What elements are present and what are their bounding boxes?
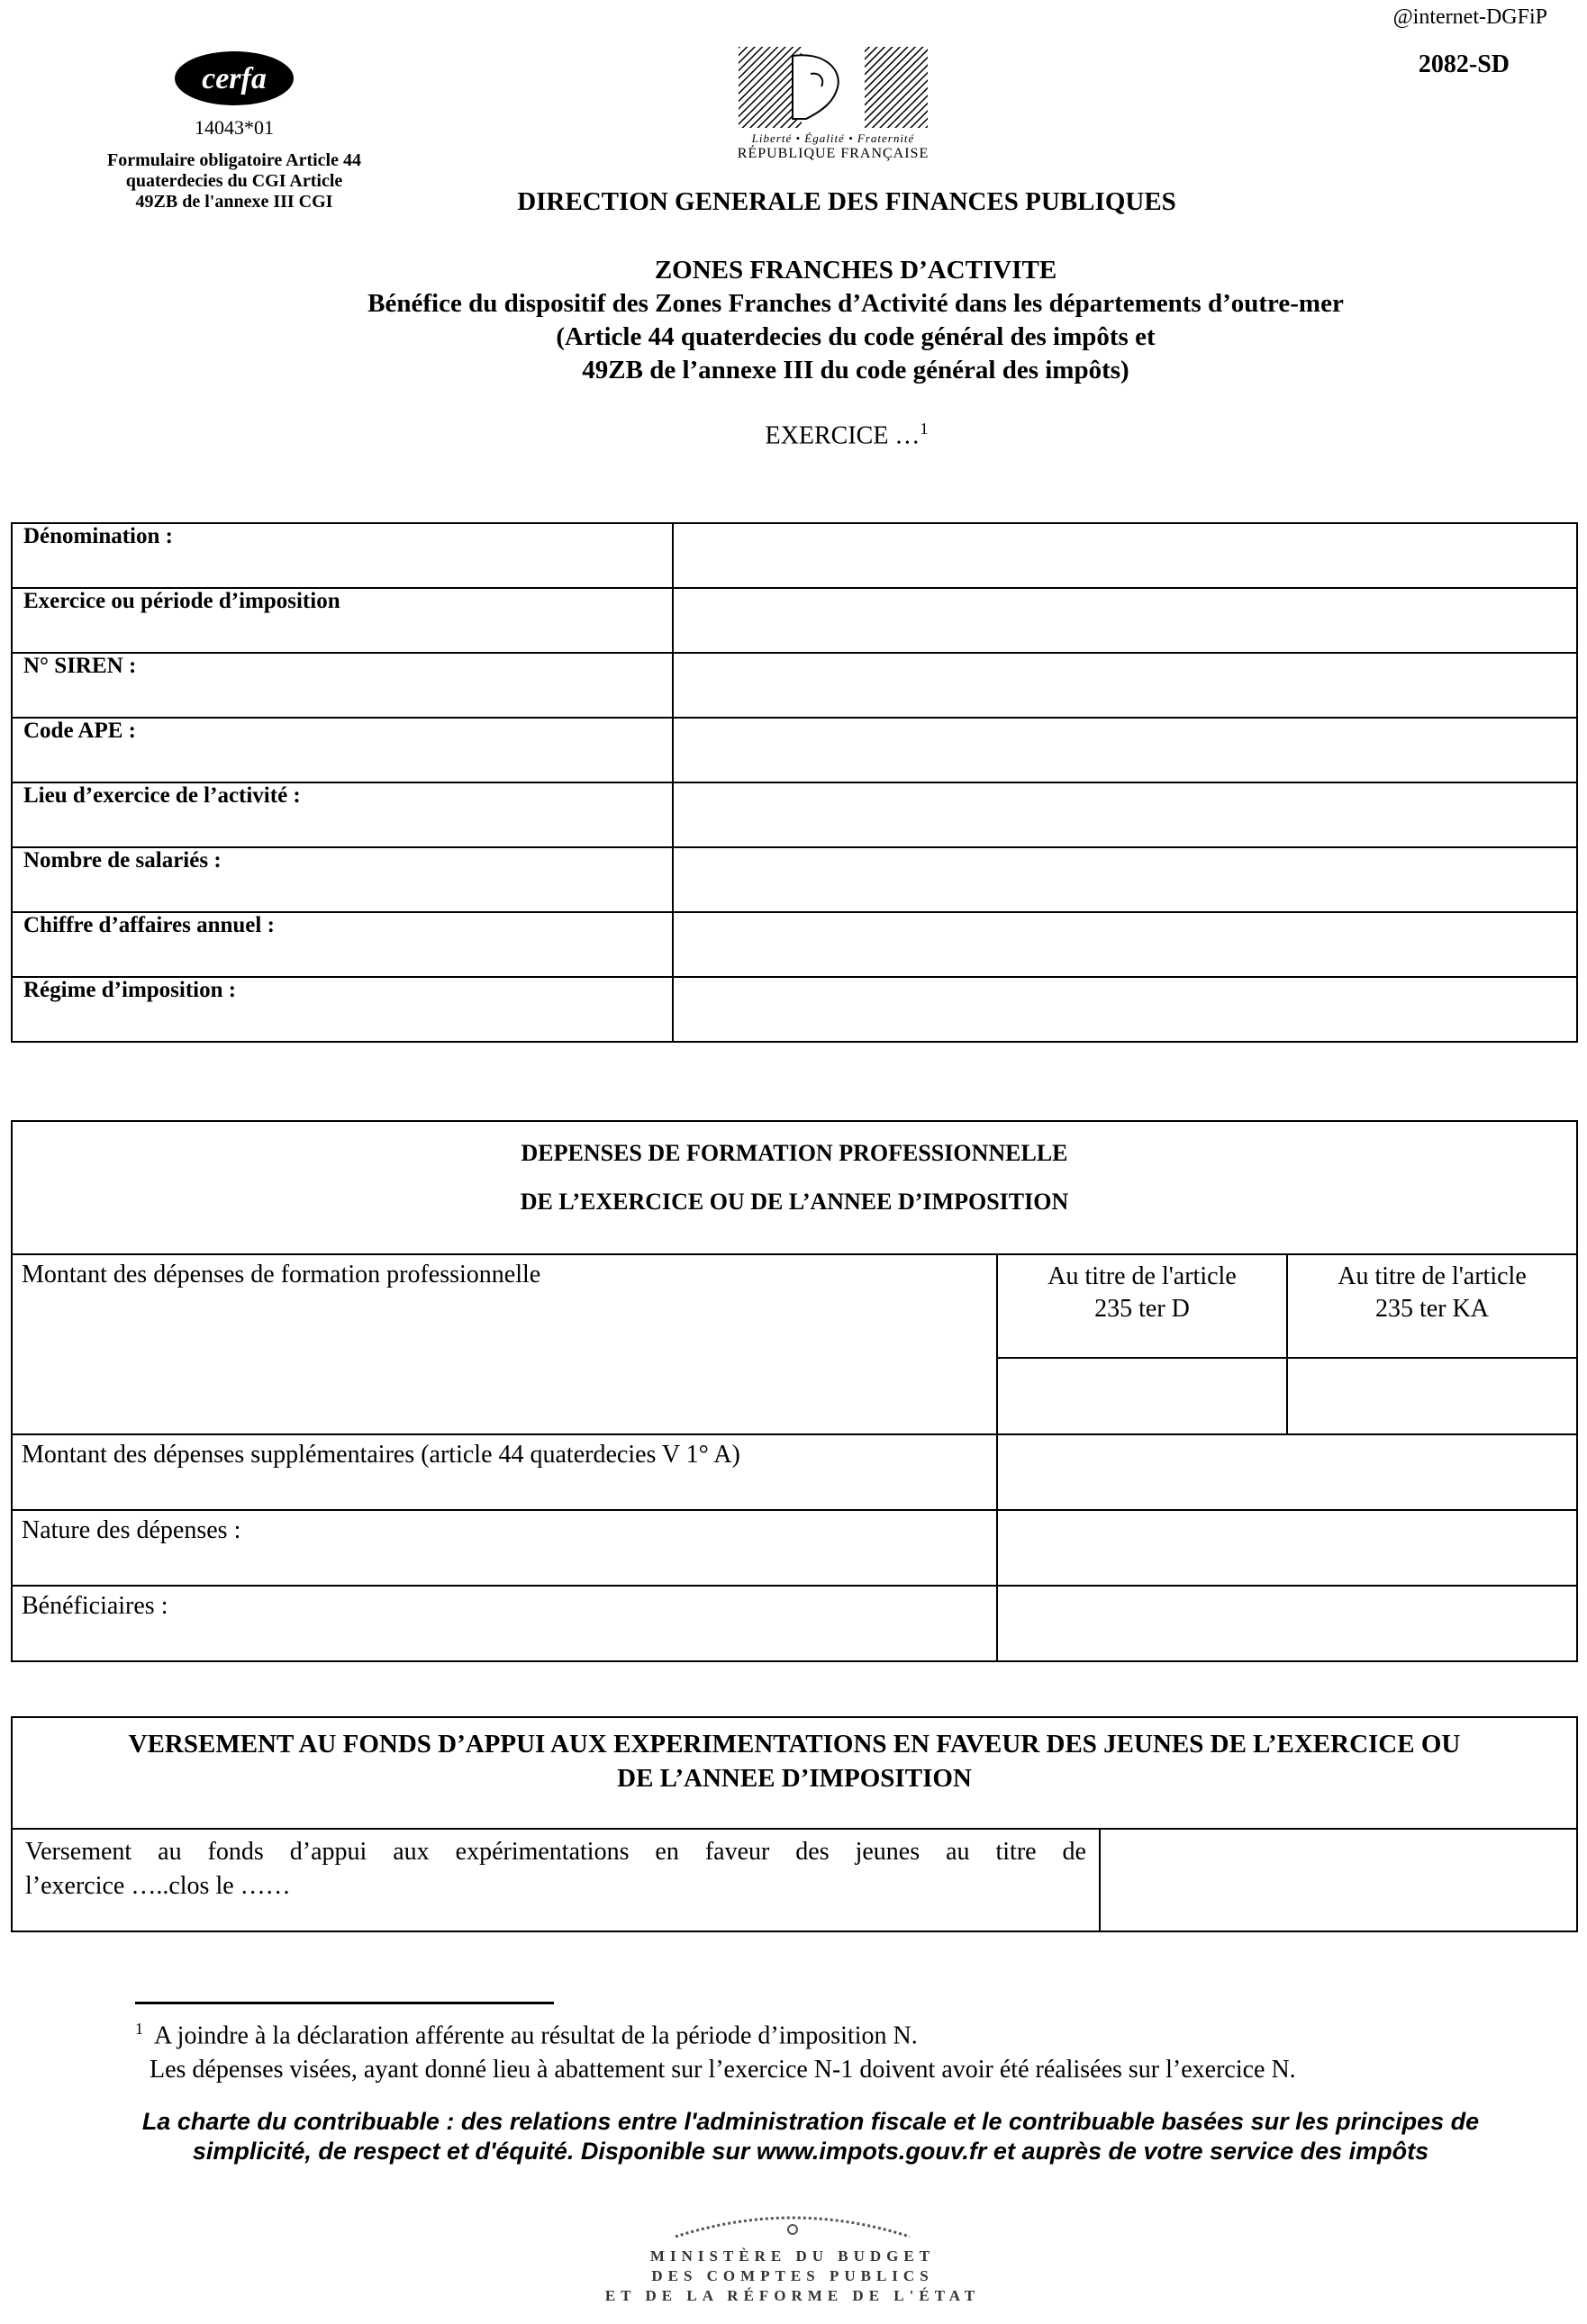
title-line: ZONES FRANCHES D’ACTIVITE (654, 256, 1057, 285)
supp-label: Montant des dépenses supplémentaires (article 44 quaterdecies V 1° A) (12, 1434, 997, 1510)
cerfa-note: Formulaire obligatoire Article 44 quaterdecies du CGI Article 49ZB de l'annexe III CGI (107, 150, 361, 212)
periode-field[interactable] (673, 588, 1577, 653)
versement-label: Versement au fonds d’appui aux expérimentations en faveur des jeunes au titre de l’exercice …..clos le …… (12, 1829, 1100, 1931)
montant-235-ter-d-field[interactable] (997, 1358, 1287, 1434)
svg-text:cerfa: cerfa (202, 62, 267, 95)
supp-field[interactable] (997, 1434, 1577, 1510)
ministere-logo (576, 2206, 1009, 2306)
regime-field[interactable] (673, 977, 1577, 1042)
republique-francaise: RÉPUBLIQUE FRANÇAISE (737, 146, 930, 161)
nature-label: Nature des dépenses : (12, 1510, 997, 1586)
motto: Liberté • Égalité • Fraternité (751, 131, 915, 145)
marianne-logo (712, 47, 955, 162)
row-label: Chiffre d’affaires annuel : (12, 912, 673, 977)
nature-field[interactable] (997, 1510, 1577, 1586)
denomination-field[interactable] (673, 523, 1577, 588)
depenses-header: DEPENSES DE FORMATION PROFESSIONNELLE DE L’EXERCICE OU DE L’ANNEE D’IMPOSITION (12, 1121, 1577, 1254)
form-code: 2082-SD (1418, 50, 1510, 78)
versement-header: VERSEMENT AU FONDS D’APPUI AUX EXPERIMENTATIONS EN FAVEUR DES JEUNES DE L’EXERCICE OU DE L’ANNEE D’IMPOSITION (12, 1717, 1577, 1829)
table-row (12, 912, 1577, 977)
table-row (12, 782, 1577, 847)
row-label: Dénomination : (12, 523, 673, 588)
ape-field[interactable] (673, 718, 1577, 782)
versement-field[interactable] (1100, 1829, 1577, 1931)
col-235-ter-d-header: Au titre de l'article 235 ter D (997, 1254, 1287, 1358)
charte-contribuable: La charte du contribuable : des relations entre l'administration fiscale et le contribuable basées sur les principes de simplicité, de respect et d'équité. Disponible sur www.impots.gouv.fr et auprès de votre service des impôts (141, 2108, 1480, 2165)
top-right-tag: @internet-DGFiP (1392, 5, 1547, 29)
ministere-emblem-icon (667, 2206, 919, 2242)
siren-field[interactable] (673, 653, 1577, 718)
marianne-icon (739, 47, 928, 128)
montant-235-ter-ka-field[interactable] (1287, 1358, 1577, 1434)
table-row (12, 977, 1577, 1042)
row-label: N° SIREN : (12, 653, 673, 718)
table-row (12, 588, 1577, 653)
table-row (12, 523, 1577, 588)
salaries-field[interactable] (673, 847, 1577, 912)
cerfa-logo (171, 47, 297, 110)
row-label: Code APE : (12, 718, 673, 782)
cerfa-number: 14043*01 (195, 116, 274, 139)
footnote-divider (135, 2002, 554, 2004)
title-line: Bénéfice du dispositif des Zones Franches d’Activité dans les départements d’outre-mer (367, 289, 1344, 318)
table-row (12, 653, 1577, 718)
beneficiaires-label: Bénéficiaires : (12, 1586, 997, 1661)
direction-title: DIRECTION GENERALE DES FINANCES PUBLIQUES (517, 187, 1176, 216)
col-235-ter-ka-header: Au titre de l'article 235 ter KA (1287, 1254, 1577, 1358)
montant-label: Montant des dépenses de formation professionnelle (12, 1254, 997, 1434)
ministere-text: MINISTÈRE DU BUDGET DES COMPTES PUBLICS ET DE LA RÉFORME DE L'ÉTAT (604, 2247, 981, 2304)
row-label: Nombre de salariés : (12, 847, 673, 912)
versement-table (11, 1716, 1578, 1932)
row-label: Exercice ou période d’imposition (12, 588, 673, 653)
footnote-number: 1 (135, 2020, 143, 2038)
title-line: (Article 44 quaterdecies du code général des impôts et (556, 322, 1156, 351)
depenses-table (11, 1120, 1578, 1662)
row-label: Régime d’imposition : (12, 977, 673, 1042)
exercice-title: EXERCICE …$^1$ (765, 420, 929, 450)
table-row (12, 718, 1577, 782)
footnote-ref: 1 (920, 420, 929, 438)
row-label: Lieu d’exercice de l’activité : (12, 782, 673, 847)
form-titles (144, 254, 1567, 387)
table-row (12, 847, 1577, 912)
lieu-field[interactable] (673, 782, 1577, 847)
title-line: 49ZB de l’annexe III du code général des impôts) (582, 356, 1129, 384)
beneficiaires-field[interactable] (997, 1586, 1577, 1661)
footnote: $^1$ A joindre à la déclaration afférente au résultat de la période d’imposition N. Les dépenses visées, ayant donné lieu à abattement sur l’exercice N-1 doivent avoir été réalisées sur l’exercice N. (135, 2020, 1296, 2084)
chiffre-affaires-field[interactable] (673, 912, 1577, 977)
identification-table (11, 522, 1578, 1043)
